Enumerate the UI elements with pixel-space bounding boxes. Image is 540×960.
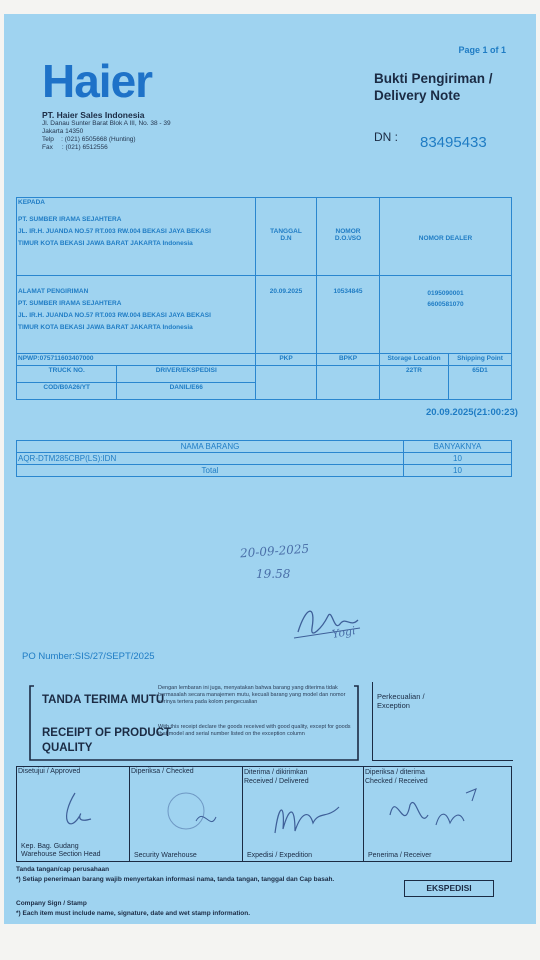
company-name: PT. Haier Sales Indonesia [42, 110, 145, 120]
truck-number: COD/B0A26/YT [17, 383, 117, 400]
bpkp-label: BPKP [317, 354, 380, 366]
delivered-label: Diterima / dikirimkan Received / Delivered [244, 769, 309, 785]
approved-role: Kep. Bag. Gudang Warehouse Section Head [21, 843, 101, 858]
security-stamp [160, 787, 220, 837]
alamat-address-1: JL. IR.H. JUANDA NO.57 RT.003 RW.004 BEKASI JAYA BEKASI [18, 312, 211, 319]
checked-label: Diperiksa / Checked [131, 768, 194, 775]
table-row [17, 453, 512, 465]
tanggal-value: 20.09.2025 [256, 276, 317, 354]
signature-name: Yogi [331, 624, 357, 641]
kepada-address-2: TIMUR KOTA BEKASI JAWA BARAT JAKARTA Indonesia [18, 240, 193, 247]
approved-cell [17, 767, 130, 862]
approved-label: Disetujui / Approved [18, 768, 81, 775]
alamat-address-2: TIMUR KOTA BEKASI JAWA BARAT JAKARTA Indonesia [18, 324, 193, 331]
kepada-label: KEPADA [18, 199, 45, 206]
shipping-label: Shipping Point [449, 354, 512, 366]
items-table [16, 440, 512, 477]
col-banyaknya: BANYAKNYA [404, 441, 512, 453]
shipping-value: 65D1 [449, 366, 512, 400]
company-address: Jl. Danau Sunter Barat Blok A III, No. 38 - 39 Jakarta 14350 Telp : (021) 6505668 (Hunting) Fax : (021) 6512556 [42, 120, 171, 151]
pkp-label: PKP [256, 354, 317, 366]
received-cell [364, 767, 512, 862]
dn-label: DN : [374, 130, 398, 144]
item-qty: 10 [404, 453, 512, 465]
footer-line-3: Company Sign / Stamp [16, 900, 87, 907]
statement-en: With this receipt declare the goods received with good quality, except for goods that model and serial number listed on the exception column [158, 724, 351, 737]
shipment-info-table [16, 197, 512, 400]
received-role: Penerima / Receiver [368, 852, 432, 859]
handwritten-date: 20-09-2025 [239, 541, 310, 561]
driver-label: DRIVER/EKSPEDISI [117, 366, 255, 383]
nomor-dealer-label: NOMOR DEALER [380, 198, 512, 276]
tanda-terima-title: TANDA TERIMA MUTU [42, 694, 165, 706]
handwritten-time: 19.58 [256, 567, 291, 581]
signature-table [16, 766, 512, 862]
item-name: AQR-DTM285CBP(LS):IDN [17, 453, 404, 465]
delivered-role: Expedisi / Expedition [247, 852, 312, 859]
dealer-number-2: 6600581070 [427, 301, 464, 308]
delivered-cell [243, 767, 364, 862]
exception-label: Perkecualian / Exception [377, 692, 425, 710]
dn-number: 83495433 [420, 134, 487, 151]
npwp: NPWP:075711603407000 [17, 354, 256, 366]
checked-role: Security Warehouse [134, 852, 197, 859]
haier-logo: Haier [42, 55, 153, 107]
nomor-value: 10534845 [317, 276, 380, 354]
document-title: Bukti Pengiriman / Delivery Note [374, 71, 493, 103]
truck-label: TRUCK NO. [17, 366, 117, 383]
delivery-note-sheet [4, 14, 536, 924]
statement-id: Dengan lembaran ini juga, menyatakan bahwa barang yang diterima tidak bermasalah secara manajemen mutu, kecuali barang yang model dan nomor serinya tertera pada kolom pengecualian [158, 685, 346, 705]
alamat-name: PT. SUMBER IRAMA SEJAHTERA [18, 300, 122, 307]
nomor-label: NOMOR D.O.\/SO [317, 198, 380, 276]
col-nama-barang: NAMA BARANG [17, 441, 404, 453]
receiver-signature [288, 598, 368, 648]
dealer-number-1: 0195090001 [427, 290, 464, 297]
driver-value: DANIL/E66 [169, 384, 203, 391]
footer-line-1: Tanda tangan/cap perusahaan [16, 866, 110, 873]
checked-cell [130, 767, 243, 862]
print-timestamp: 20.09.2025(21:00:23) [426, 407, 518, 418]
po-number: PO Number:SIS/27/SEPT/2025 [22, 651, 155, 662]
total-label: Total [17, 465, 404, 477]
tanggal-label: TANGGAL D.N [256, 198, 317, 276]
ekspedisi-box: EKSPEDISI [404, 880, 494, 897]
page-indicator: Page 1 of 1 [458, 45, 506, 55]
storage-value: 22TR [380, 366, 449, 400]
alamat-label: ALAMAT PENGIRIMAN [18, 288, 89, 295]
kepada-address-1: JL. IR.H. JUANDA NO.57 RT.003 RW.004 BEKASI JAYA BEKASI [18, 228, 211, 235]
total-qty: 10 [404, 465, 512, 477]
received-signature [380, 785, 490, 843]
approved-signature [51, 789, 101, 833]
footer-line-4: *) Each item must include name, signature, date and wet stamp information. [16, 910, 251, 917]
footer-line-2: *) Setiap penerimaan barang wajib menyertakan informasi nama, tanda tangan, tanggal dan Cap basah. [16, 876, 335, 883]
storage-label: Storage Location [380, 354, 449, 366]
delivered-signature [269, 793, 349, 843]
received-label: Diperiksa / diterima Checked / Received [365, 769, 428, 785]
kepada-name: PT. SUMBER IRAMA SEJAHTERA [18, 216, 122, 223]
receipt-quality-title: RECEIPT OF PRODUCT QUALITY [42, 727, 172, 754]
exception-box [372, 682, 513, 761]
